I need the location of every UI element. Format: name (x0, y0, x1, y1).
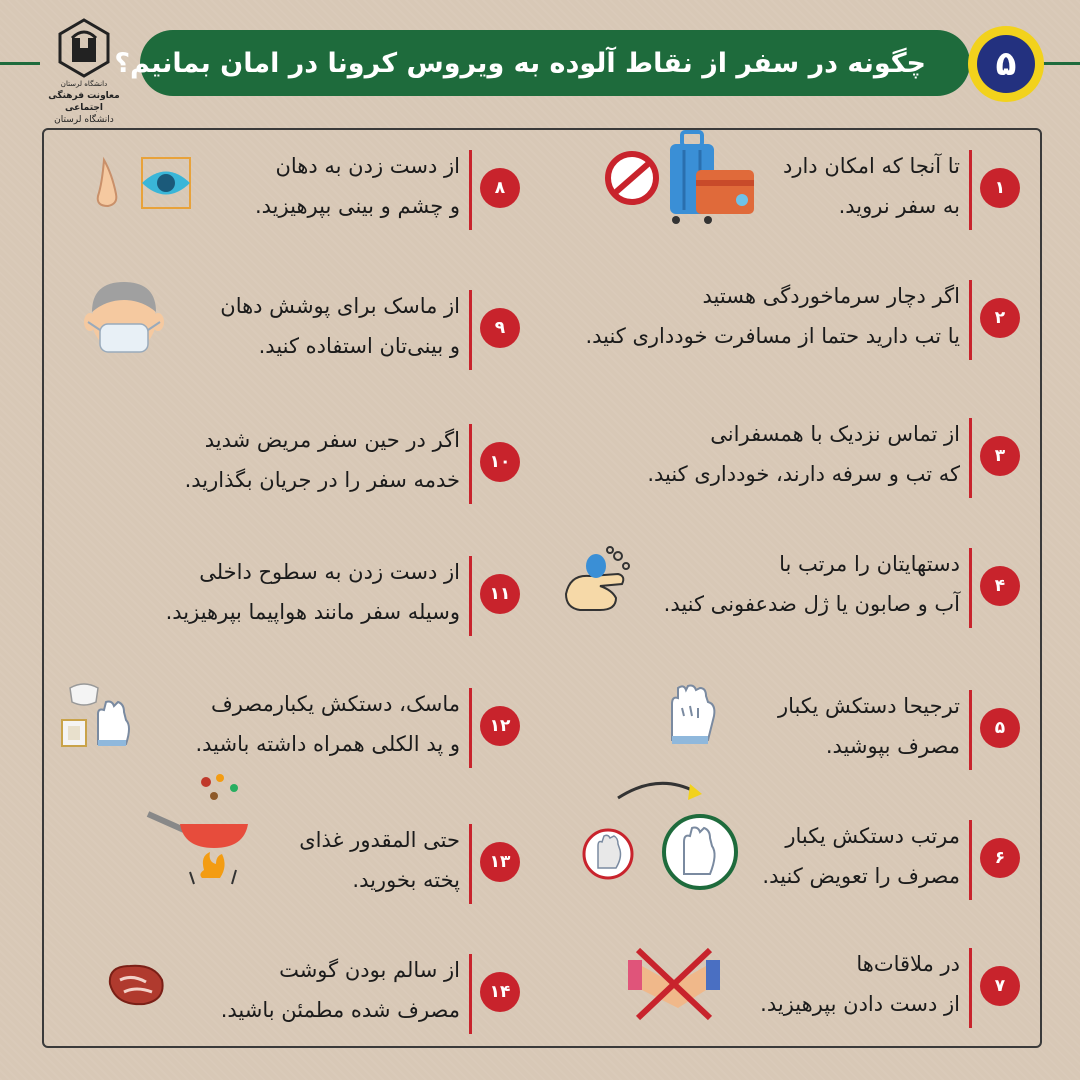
tip-divider (969, 690, 972, 770)
tip-item-10 (60, 414, 520, 514)
frying-pan-icon (144, 774, 254, 894)
tip-item-5 (560, 680, 1020, 780)
tip-text (647, 414, 960, 494)
tip-text (783, 146, 960, 226)
tip-divider (469, 954, 472, 1034)
tip-item-3 (560, 408, 1020, 508)
tip-text (221, 950, 460, 1030)
tip-number: ۱ (980, 168, 1020, 208)
logo-text-2: معاونت فرهنگی اجتماعی (48, 91, 120, 113)
tip-line-1: از ماسک برای پوشش دهان (220, 294, 460, 318)
tip-text (762, 816, 960, 896)
section-number: ۵ (977, 35, 1035, 93)
tip-line-1: از تماس نزدیک با همسفرانی (710, 422, 960, 446)
tip-line-1: ماسک، دستکش یکبارمصرف (211, 692, 460, 716)
tip-line-2: خدمه سفر را در جریان بگذارید. (184, 468, 460, 492)
tip-divider (969, 820, 972, 900)
tip-line-2: مصرف شده مطمئن باشید. (220, 998, 460, 1022)
tip-item-12 (60, 678, 520, 778)
tip-divider (969, 948, 972, 1028)
tip-divider (469, 688, 472, 768)
header-line-right (1040, 62, 1080, 65)
tip-line-1: از دست زدن به سطوح داخلی (199, 560, 460, 584)
tip-divider (469, 824, 472, 904)
tip-item-6 (560, 810, 1020, 910)
tip-number: ۳ (980, 436, 1020, 476)
tip-number: ۴ (980, 566, 1020, 606)
tip-line-2: و بینی‌تان استفاده کنید. (258, 334, 460, 358)
nose-eye-icon (90, 154, 200, 214)
tip-text (195, 684, 460, 764)
tip-divider (469, 424, 472, 504)
tip-line-2: وسیله سفر مانند هواپیما بپرهیزید. (165, 600, 460, 624)
tip-text (220, 286, 460, 366)
tip-number: ۷ (980, 966, 1020, 1006)
masked-face-icon (82, 276, 166, 364)
tip-item-11 (60, 546, 520, 646)
tip-item-13 (60, 814, 520, 914)
tip-line-1: دستهایتان را مرتب با (779, 552, 960, 576)
tip-line-1: حتی المقدور غذای (299, 828, 460, 852)
tip-line-1: تا آنجا که امکان دارد (782, 154, 960, 178)
tip-text (299, 820, 460, 900)
tip-line-2: پخته بخورید. (352, 868, 460, 892)
tip-number: ۱۲ (480, 706, 520, 746)
tip-divider (969, 418, 972, 498)
hand-washing-icon (560, 544, 636, 620)
glove-icon (664, 680, 728, 746)
tip-text (760, 944, 960, 1024)
tip-line-2: از دست دادن بپرهیزید. (760, 992, 960, 1016)
tip-text (664, 544, 960, 624)
tip-number: ۱۳ (480, 842, 520, 882)
tip-line-1: در ملاقات‌ها (856, 952, 960, 976)
meat-icon (104, 960, 168, 1010)
tip-number: ۶ (980, 838, 1020, 878)
tip-text (255, 146, 460, 226)
tip-item-2 (560, 270, 1020, 370)
tip-item-7 (560, 938, 1020, 1038)
page-title: چگونه در سفر از نقاط آلوده به ویروس کرونا در امان بمانیم؟ (114, 47, 926, 79)
logo-text-3: دانشگاه لرستان (54, 115, 114, 125)
tip-line-2: که تب و سرفه دارند، خودداری کنید. (647, 462, 960, 486)
tip-line-2: آب و صابون یا ژل ضدعفونی کنید. (663, 592, 960, 616)
tip-text (585, 276, 960, 356)
tip-number: ۲ (980, 298, 1020, 338)
tip-number: ۹ (480, 308, 520, 348)
section-number-badge (968, 26, 1044, 102)
tip-divider (969, 150, 972, 230)
logo-text-1: دانشگاه لرستان (60, 80, 108, 88)
tip-divider (469, 150, 472, 230)
tip-number: ۸ (480, 168, 520, 208)
tip-number: ۱۰ (480, 442, 520, 482)
university-emblem-icon (56, 18, 112, 78)
tip-number: ۱۱ (480, 574, 520, 614)
tip-item-8 (60, 140, 520, 240)
tip-line-2: یا تب دارید حتما از مسافرت خودداری کنید. (585, 324, 960, 348)
title-banner (114, 30, 970, 96)
tip-text (166, 552, 460, 632)
tip-line-1: از دست زدن به دهان (275, 154, 460, 178)
tip-line-1: اگر دچار سرماخوردگی هستید (702, 284, 960, 308)
tip-divider (969, 280, 972, 360)
glove-swap-icon (578, 776, 748, 896)
tip-line-2: به سفر نروید. (838, 194, 960, 218)
tip-line-2: مصرف بپوشید. (825, 734, 960, 758)
tip-divider (469, 290, 472, 370)
mask-glove-pad-icon (60, 680, 144, 752)
tip-line-1: اگر در حین سفر مریض شدید (204, 428, 460, 452)
tip-item-1 (560, 140, 1020, 240)
tip-line-1: از سالم بودن گوشت (279, 958, 460, 982)
tip-text (778, 686, 960, 766)
suitcase-no-travel-icon (604, 130, 764, 230)
tip-divider (969, 548, 972, 628)
no-handshake-icon (624, 944, 724, 1024)
tip-item-14 (60, 944, 520, 1044)
tip-divider (469, 556, 472, 636)
tip-item-4 (560, 538, 1020, 638)
tip-line-1: مرتب دستکش یکبار (785, 824, 960, 848)
tip-line-2: و پد الکلی همراه داشته باشید. (195, 732, 460, 756)
tip-text (185, 420, 460, 500)
tip-number: ۵ (980, 708, 1020, 748)
tip-line-2: مصرف را تعویض کنید. (762, 864, 960, 888)
tip-item-9 (60, 280, 520, 380)
tip-line-1: ترجیحا دستکش یکبار (777, 694, 960, 718)
tip-number: ۱۴ (480, 972, 520, 1012)
tip-line-2: و چشم و بینی بپرهیزید. (254, 194, 460, 218)
